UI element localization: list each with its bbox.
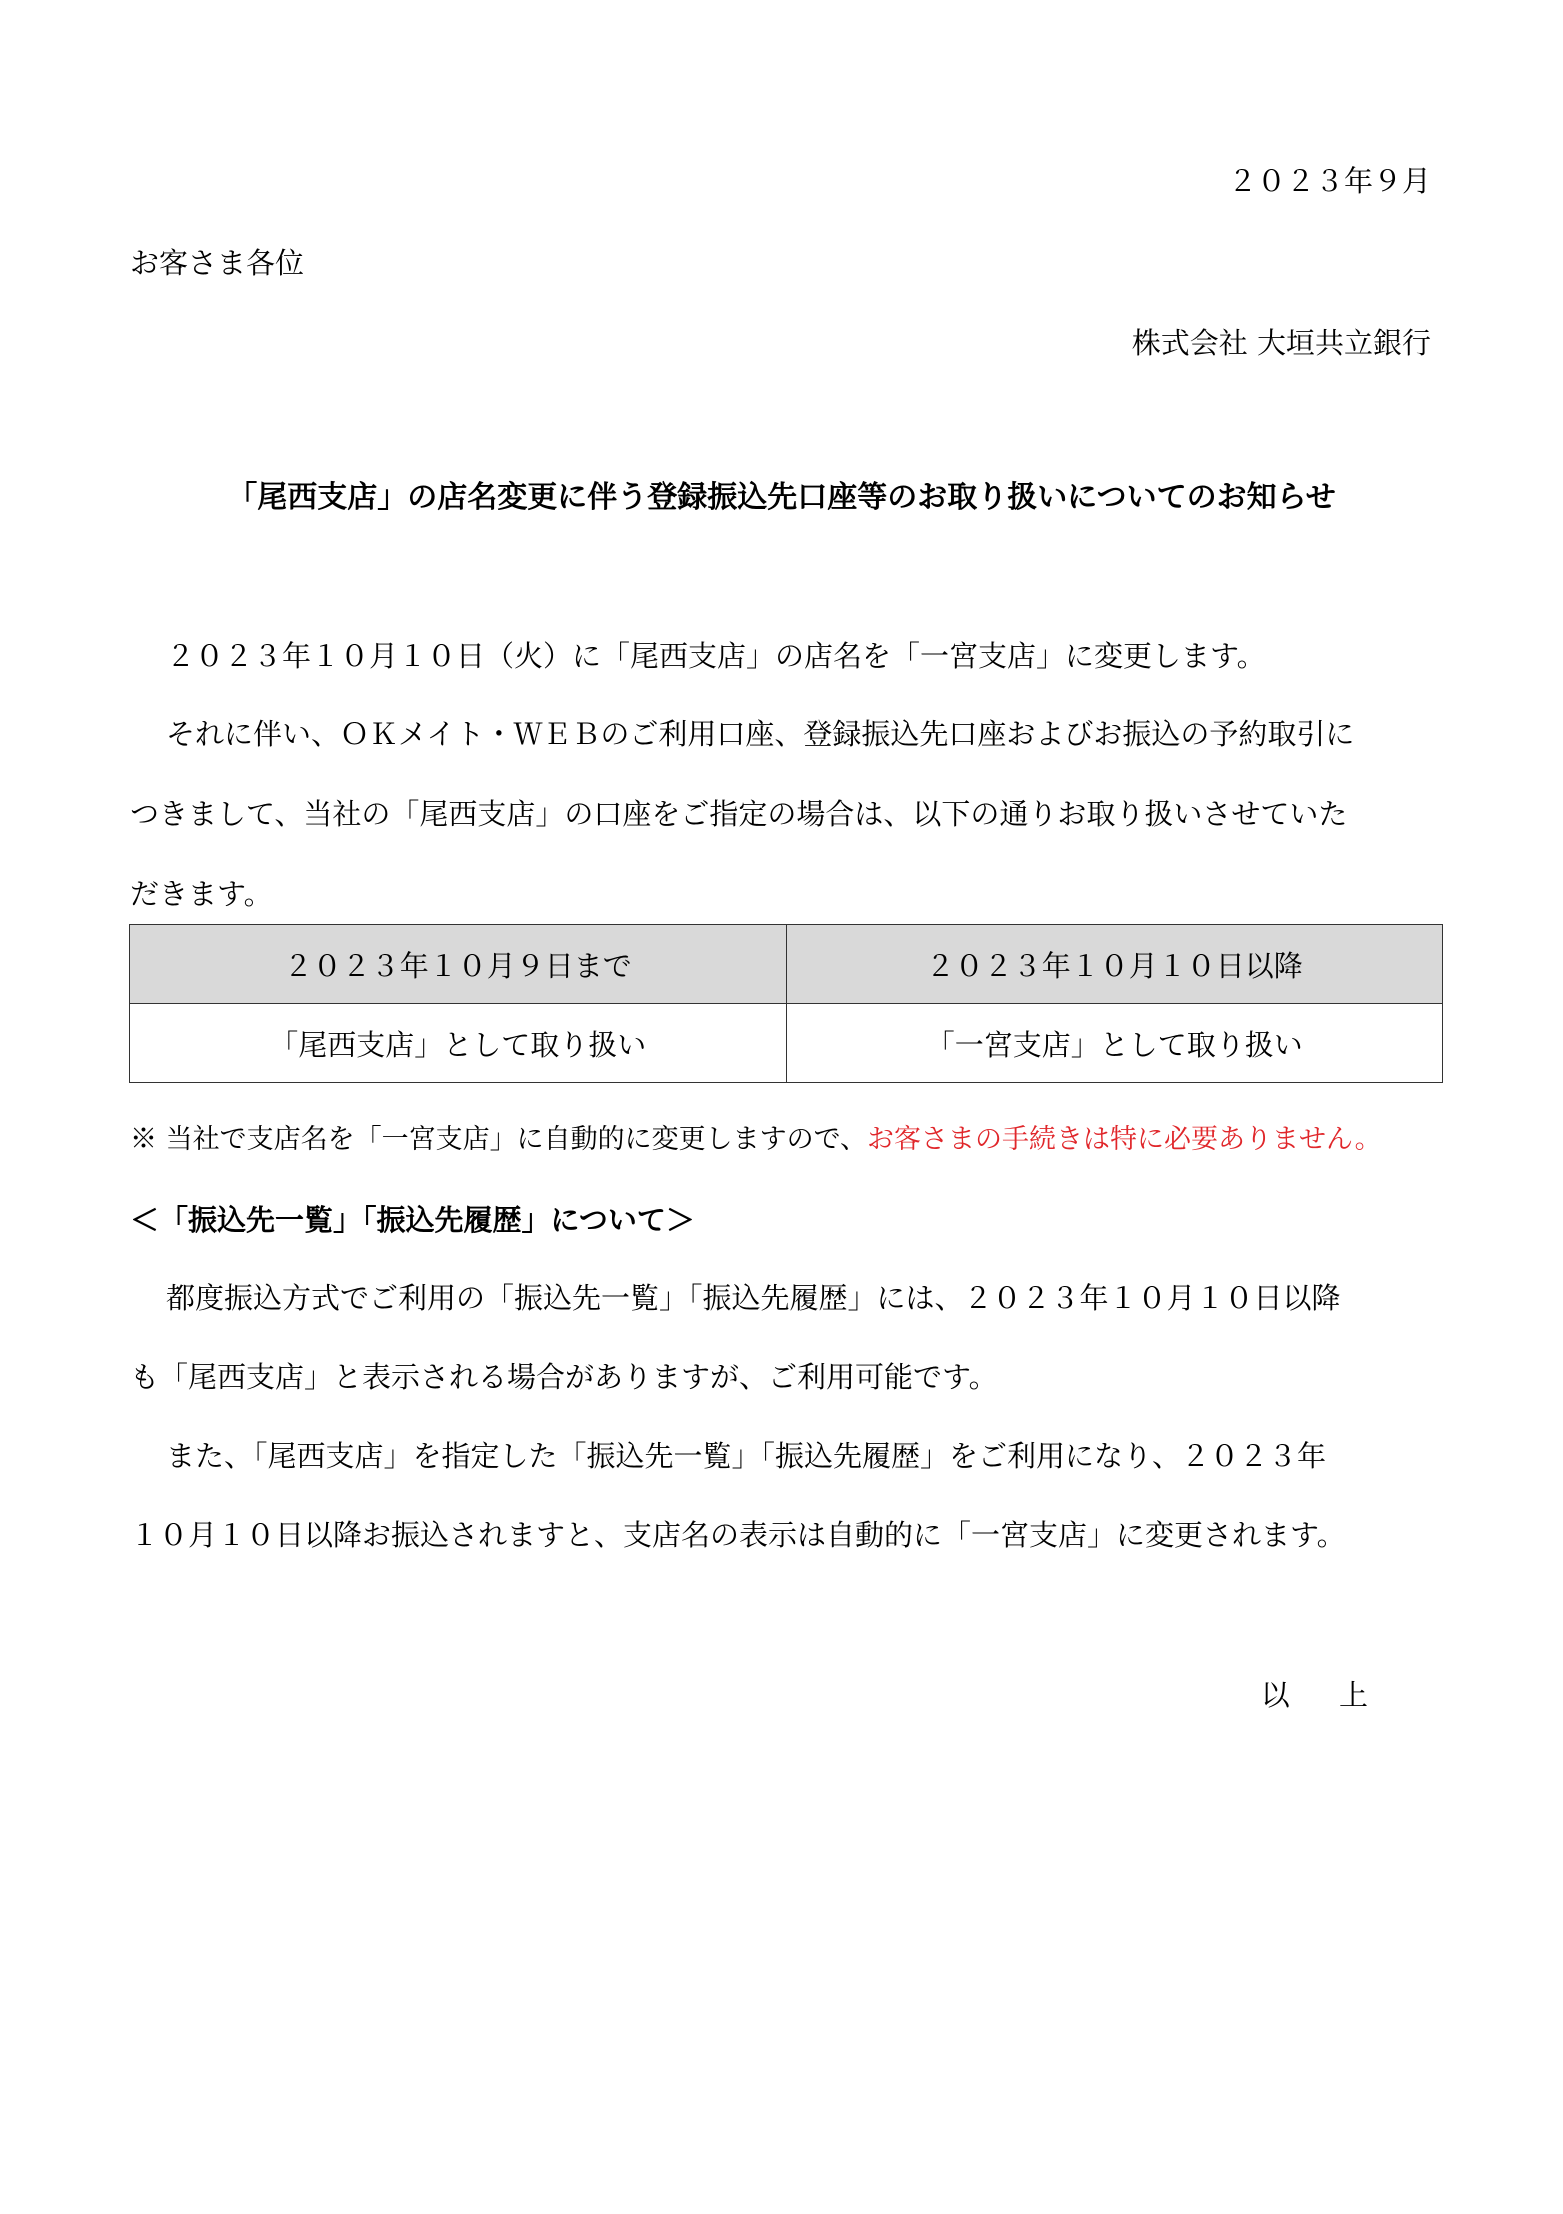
table-header-cell-after: ２０２３年１０月１０日以降 xyxy=(786,925,1443,1004)
table-header-cell-before: ２０２３年１０月９日まで xyxy=(130,925,787,1004)
table-cell-before: 「尾西支店」として取り扱い xyxy=(130,1004,787,1083)
paragraph-2-line-3: だきます。 xyxy=(130,877,273,911)
note xyxy=(130,1122,1382,1158)
sender-name: 株式会社 大垣共立銀行 xyxy=(1131,326,1431,360)
section-heading: ＜「振込先一覧」「振込先履歴」について＞ xyxy=(130,1203,695,1237)
paragraph-4-line-1: また、「尾西支店」を指定した「振込先一覧」「振込先履歴」をご利用になり、２０２３年 xyxy=(166,1439,1327,1473)
table-cell-after: 「一宮支店」として取り扱い xyxy=(786,1004,1443,1083)
paragraph-4-line-2: １０月１０日以降お振込されますと、支店名の表示は自動的に「一宮支店」に変更されます。 xyxy=(130,1518,1346,1552)
note-text: ※ 当社で支店名を「一宮支店」に自動的に変更しますので、 xyxy=(130,1124,868,1155)
schedule-table xyxy=(129,924,1443,1083)
closing-mark: 以 上 xyxy=(1260,1678,1388,1712)
paragraph-2-line-1: それに伴い、ＯＫメイト・ＷＥＢのご利用口座、登録振込先口座およびお振込の予約取引に xyxy=(166,717,1355,751)
addressee: お客さま各位 xyxy=(130,246,305,280)
note-highlight: お客さまの手続きは特に必要ありません。 xyxy=(867,1124,1382,1155)
document-title: 「尾西支店」の店名変更に伴う登録振込先口座等のお取り扱いについてのお知らせ xyxy=(227,480,1336,515)
table-row xyxy=(130,1004,1443,1083)
paragraph-3-line-1: 都度振込方式でご利用の「振込先一覧」「振込先履歴」には、２０２３年１０月１０日以降 xyxy=(166,1281,1341,1315)
table-header-row xyxy=(130,925,1443,1004)
paragraph-1: ２０２３年１０月１０日（火）に「尾西支店」の店名を「一宮支店」に変更します。 xyxy=(166,639,1266,673)
paragraph-2-line-2: つきまして、当社の「尾西支店」の口座をご指定の場合は、以下の通りお取り扱いさせていた xyxy=(130,797,1348,831)
document-date: ２０２３年９月 xyxy=(1227,164,1431,198)
paragraph-3-line-2: も「尾西支店」と表示される場合がありますが、ご利用可能です。 xyxy=(130,1360,998,1394)
